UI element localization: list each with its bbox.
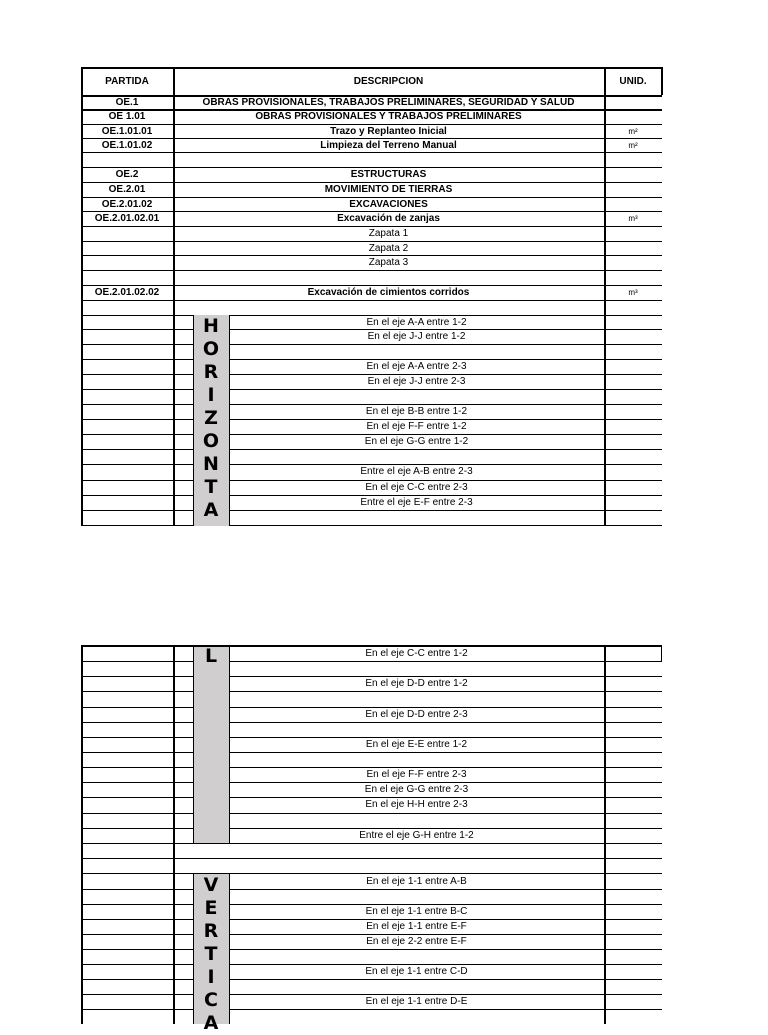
grid-line [229,691,662,692]
axis-row: En el eje 1-1 entre B-C [365,906,468,917]
grid-line [81,270,662,271]
item-code: OE.2.01.02.01 [94,213,160,224]
grid-line [81,722,193,723]
band-letter: A [203,499,219,521]
grid-line [81,797,193,798]
band-letter: Z [204,407,218,429]
axis-row: En el eje F-F entre 1-2 [366,421,467,432]
grid-line [173,645,175,1024]
grid-line [81,767,193,768]
grid-line [229,449,662,450]
grid-line [81,389,193,390]
grid-line [81,152,662,153]
grid-line [229,404,662,405]
grid-line [229,722,662,723]
item-code: OE.1.01.01 [101,126,153,137]
grid-line [81,434,193,435]
grid-line [81,813,193,814]
axis-row: Entre el eje A-B entre 2-3 [360,466,473,477]
axis-row: En el eje 2-2 entre E-F [366,936,467,947]
item-code: OE.2.01.02.02 [94,287,160,298]
grid-line [229,434,662,435]
band-letter: T [204,476,218,498]
grid-line [81,510,193,511]
grid-line [81,873,662,874]
grid-line [229,949,662,950]
grid-line [229,344,662,345]
grid-line [229,464,662,465]
item-desc: Zapata 3 [368,257,409,268]
grid-line [229,676,662,677]
grid-line [229,797,662,798]
grid-line [81,919,193,920]
grid-line [229,707,662,708]
grid-line [229,661,662,662]
grid-line [81,737,193,738]
grid-line [229,737,662,738]
axis-row: En el eje G-G entre 1-2 [364,436,469,447]
grid-line [81,782,193,783]
item-desc: Excavación de zanjas [337,213,440,224]
grid-line [229,813,662,814]
grid-line [81,124,662,125]
band-letter: N [203,453,219,475]
horizontal-label-band-continued [193,645,229,843]
grid-line [229,329,662,330]
grid-line [81,964,193,965]
grid-line [81,949,193,950]
grid-line [229,964,662,965]
axis-row: Entre el eje G-H entre 1-2 [359,830,474,841]
grid-line [229,782,662,783]
budget-table-page-2 [81,645,662,1034]
axis-row: En el eje J-J entre 1-2 [367,331,466,342]
grid-line [81,67,662,69]
band-letter: T [204,943,218,965]
grid-line [81,404,193,405]
axis-row: En el eje E-E entre 1-2 [365,739,468,750]
grid-line [81,1009,193,1010]
grid-line [81,480,193,481]
item-unit: m² [628,141,638,150]
grid-line [81,226,662,227]
grid-line [81,182,662,183]
item-code: OE 1.01 [108,111,146,122]
grid-line [81,95,662,97]
grid-line [81,67,83,526]
grid-line [81,359,193,360]
header-partida: PARTIDA [105,76,149,87]
grid-line [81,707,193,708]
header-unid: UNID. [619,76,647,87]
grid-line [229,495,662,496]
grid-line [229,480,662,481]
axis-row: Entre el eje E-F entre 2-3 [360,497,473,508]
grid-line [81,889,193,890]
grid-line [229,873,230,1024]
grid-line [81,495,193,496]
item-desc: Excavación de cimientos corridos [307,287,470,298]
grid-line [81,525,193,526]
item-unit: m³ [628,288,638,297]
grid-line [81,315,193,316]
axis-row: En el eje 1-1 entre C-D [365,966,468,977]
item-desc: Limpieza del Terreno Manual [320,140,457,151]
grid-line [81,197,662,198]
axis-row: En el eje B-B entre 1-2 [365,406,468,417]
grid-line [81,300,662,301]
grid-line [229,1009,662,1010]
grid-line [173,67,175,526]
band-letter: O [202,430,220,452]
grid-line [81,858,662,859]
grid-line [81,344,193,345]
grid-line [81,843,662,844]
axis-row: En el eje 1-1 entre D-E [365,996,468,1007]
grid-line [229,645,230,843]
grid-line [81,211,662,212]
grid-line [229,374,662,375]
grid-line [229,315,662,316]
band-letter: R [203,361,219,383]
axis-row: En el eje C-C entre 1-2 [365,648,468,659]
band-letter: H [203,315,219,337]
band-letter: O [202,338,220,360]
grid-line [81,645,662,647]
grid-line [604,67,606,526]
grid-line [193,645,194,843]
grid-line [81,691,193,692]
grid-line [81,374,193,375]
grid-line [229,904,662,905]
item-desc: Zapata 1 [368,228,409,239]
axis-row: En el eje A-A entre 1-2 [366,317,467,328]
header-descripcion: DESCRIPCION [353,76,424,87]
grid-line [81,994,193,995]
band-letter: V [203,874,219,896]
item-unit: m³ [628,214,638,223]
grid-line [229,919,662,920]
band-letter: E [204,897,218,919]
item-desc: ESTRUCTURAS [350,169,427,180]
item-code: OE.1 [115,97,139,108]
axis-row: En el eje G-G entre 2-3 [364,784,469,795]
grid-line [81,285,662,286]
axis-row: En el eje D-D entre 1-2 [365,678,468,689]
grid-line [81,904,193,905]
band-letter: I [207,384,215,406]
vertical-label-band [193,873,229,1034]
band-letter: C [204,989,218,1011]
axis-row: En el eje J-J entre 2-3 [367,376,466,387]
grid-line [81,828,193,829]
grid-line [229,389,662,390]
axis-row: En el eje H-H entre 2-3 [365,799,468,810]
grid-line [81,464,193,465]
grid-line [81,138,662,139]
grid-line [81,329,193,330]
item-code: OE.2 [115,169,139,180]
item-code: OE.2.01.02 [101,199,153,210]
grid-line [81,661,193,662]
band-letter: L [204,645,218,667]
grid-line [229,889,662,890]
item-desc: MOVIMIENTO DE TIERRAS [324,184,453,195]
grid-line [229,525,662,526]
grid-line [81,979,193,980]
grid-line [229,934,662,935]
grid-line [229,359,662,360]
item-code: OE.2.01 [108,184,146,195]
grid-line [81,449,193,450]
item-desc: Trazo y Replanteo Inicial [330,126,447,137]
grid-line [229,994,662,995]
item-desc: OBRAS PROVISIONALES Y TRABAJOS PRELIMINARES [255,111,522,122]
grid-line [229,767,662,768]
item-desc: Zapata 2 [368,243,409,254]
axis-row: En el eje A-A entre 2-3 [366,361,467,372]
item-code: OE.1.01.02 [101,140,153,151]
grid-line [81,241,662,242]
axis-row: En el eje D-D entre 2-3 [365,709,468,720]
budget-table-page-1 [81,67,662,526]
grid-line [661,645,662,661]
grid-line [229,510,662,511]
item-unit: m² [628,127,638,136]
grid-line [81,645,83,1024]
grid-line [229,419,662,420]
item-desc: EXCAVACIONES [349,199,428,210]
grid-line [81,255,662,256]
band-letter: A [203,1012,219,1034]
grid-line [661,67,663,95]
axis-row: En el eje 1-1 entre E-F [366,921,467,932]
grid-line [229,752,662,753]
grid-line [193,315,194,526]
axis-row: En el eje F-F entre 2-3 [366,769,467,780]
grid-line [81,676,193,677]
grid-line [229,979,662,980]
grid-line [81,934,193,935]
grid-line [81,167,662,168]
horizontal-label-band [193,315,229,526]
item-desc: OBRAS PROVISIONALES, TRABAJOS PRELIMINARES, SEGURIDAD Y SALUD [202,97,575,108]
grid-line [229,315,230,526]
grid-line [604,645,606,1024]
axis-row: En el eje 1-1 entre A-B [366,876,467,887]
grid-line [81,109,662,111]
grid-line [81,752,193,753]
band-letter: R [203,920,219,942]
grid-line [81,419,193,420]
grid-line [193,873,194,1024]
axis-row: En el eje C-C entre 2-3 [365,482,468,493]
grid-line [229,828,662,829]
band-letter: I [207,966,215,988]
